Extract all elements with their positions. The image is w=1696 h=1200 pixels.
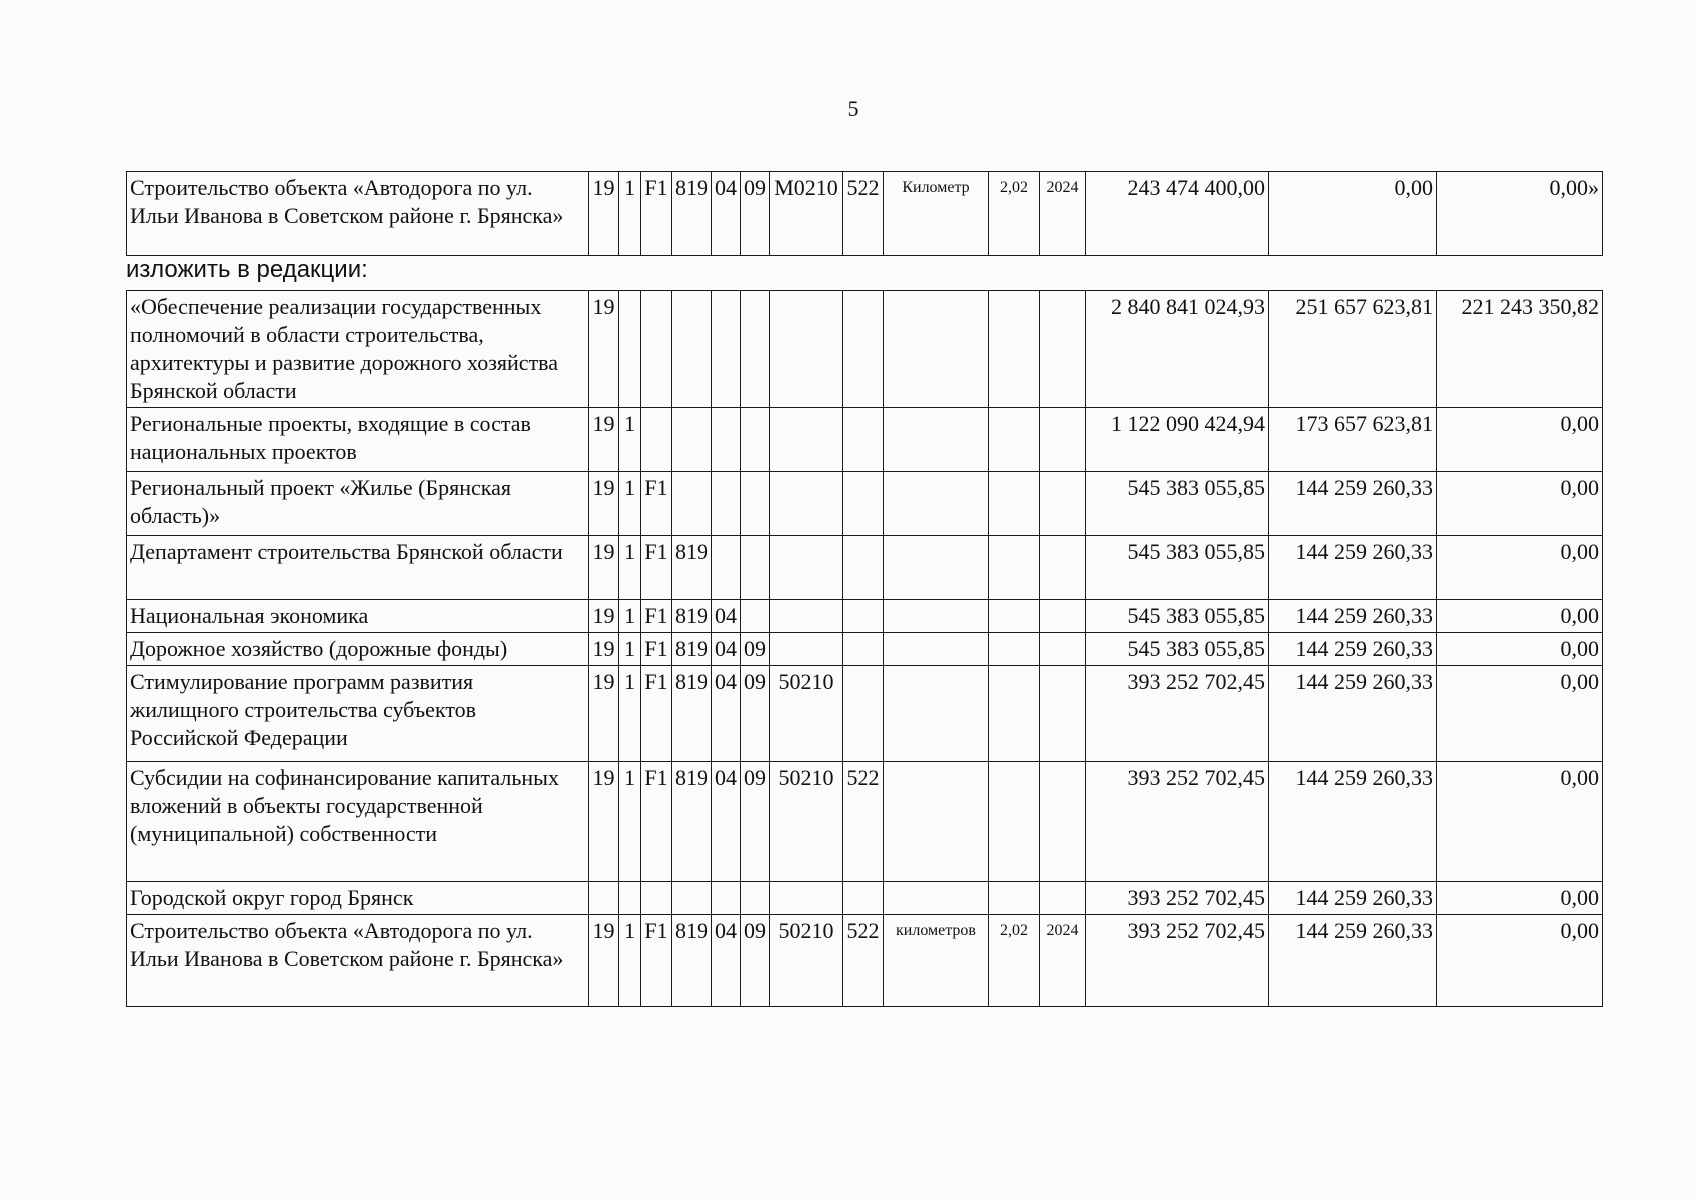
sum-year-1: 545 383 055,85 — [1086, 536, 1269, 600]
code-project: F1 — [641, 172, 672, 256]
sum-year-2: 144 259 260,33 — [1269, 536, 1437, 600]
code-direction — [770, 633, 843, 666]
code-section — [712, 472, 741, 536]
sum-year-3: 0,00 — [1437, 536, 1603, 600]
table-row — [127, 600, 1603, 633]
code-project: F1 — [641, 536, 672, 600]
sum-year-1: 545 383 055,85 — [1086, 633, 1269, 666]
sum-year-1: 1 122 090 424,94 — [1086, 408, 1269, 472]
code-subsection — [741, 882, 770, 915]
sum-year-3: 0,00 — [1437, 762, 1603, 882]
code-pgp: 1 — [619, 408, 641, 472]
year — [1040, 600, 1086, 633]
code-grbs: 819 — [672, 633, 712, 666]
sum-year-3: 0,00 — [1437, 915, 1603, 1007]
code-subsection — [741, 600, 770, 633]
table-row — [127, 915, 1603, 1007]
sum-year-2: 0,00 — [1269, 172, 1437, 256]
sum-year-1: 545 383 055,85 — [1086, 600, 1269, 633]
sum-year-1: 545 383 055,85 — [1086, 472, 1269, 536]
code-expense-type: 522 — [843, 762, 884, 882]
table-row — [127, 536, 1603, 600]
code-grbs: 819 — [672, 762, 712, 882]
code-section: 04 — [712, 915, 741, 1007]
year — [1040, 882, 1086, 915]
capacity — [989, 633, 1040, 666]
year — [1040, 762, 1086, 882]
sum-year-3: 0,00» — [1437, 172, 1603, 256]
code-expense-type — [843, 408, 884, 472]
unit: километров — [884, 915, 989, 1007]
table-row — [127, 762, 1603, 882]
year — [1040, 666, 1086, 762]
sum-year-1: 243 474 400,00 — [1086, 172, 1269, 256]
code-project: F1 — [641, 633, 672, 666]
sum-year-2: 144 259 260,33 — [1269, 666, 1437, 762]
capacity — [989, 762, 1040, 882]
row-name: Городской округ город Брянск — [127, 882, 589, 915]
sum-year-2: 144 259 260,33 — [1269, 882, 1437, 915]
code-subsection — [741, 536, 770, 600]
unit — [884, 762, 989, 882]
code-pgp: 1 — [619, 536, 641, 600]
code-subsection: 09 — [741, 666, 770, 762]
code-pgp: 1 — [619, 666, 641, 762]
code-project — [641, 882, 672, 915]
old-version-table — [126, 171, 1603, 256]
code-expense-type: 522 — [843, 172, 884, 256]
row-name: Стимулирование программ развития жилищного строительства субъектов Российской Федерации — [127, 666, 589, 762]
code-gp: 19 — [589, 536, 619, 600]
row-name: Субсидии на софинансирование капитальных вложений в объекты государственной (муниципальной) собственности — [127, 762, 589, 882]
code-subsection: 09 — [741, 915, 770, 1007]
code-gp: 19 — [589, 408, 619, 472]
code-direction — [770, 472, 843, 536]
sum-year-3: 0,00 — [1437, 666, 1603, 762]
code-project: F1 — [641, 600, 672, 633]
code-direction — [770, 536, 843, 600]
new-version-table — [126, 290, 1603, 1007]
unit — [884, 472, 989, 536]
sum-year-1: 393 252 702,45 — [1086, 882, 1269, 915]
sum-year-1: 393 252 702,45 — [1086, 666, 1269, 762]
code-project: F1 — [641, 666, 672, 762]
row-name: «Обеспечение реализации государственных полномочий в области строительства, архитектуры и развитие дорожного хозяйства Брянской области — [127, 291, 589, 408]
code-gp: 19 — [589, 172, 619, 256]
unit — [884, 633, 989, 666]
code-direction: 50210 — [770, 762, 843, 882]
code-pgp: 1 — [619, 472, 641, 536]
capacity — [989, 472, 1040, 536]
code-gp: 19 — [589, 666, 619, 762]
code-subsection — [741, 291, 770, 408]
code-pgp — [619, 291, 641, 408]
sum-year-3: 0,00 — [1437, 600, 1603, 633]
capacity: 2,02 — [989, 915, 1040, 1007]
code-pgp: 1 — [619, 762, 641, 882]
row-name: Строительство объекта «Автодорога по ул. Ильи Иванова в Советском районе г. Брянска» — [127, 915, 589, 1007]
code-section — [712, 882, 741, 915]
code-grbs: 819 — [672, 172, 712, 256]
unit — [884, 600, 989, 633]
unit: Километр — [884, 172, 989, 256]
code-gp: 19 — [589, 600, 619, 633]
code-gp: 19 — [589, 291, 619, 408]
code-project — [641, 291, 672, 408]
code-project: F1 — [641, 915, 672, 1007]
code-grbs: 819 — [672, 915, 712, 1007]
year — [1040, 633, 1086, 666]
capacity: 2,02 — [989, 172, 1040, 256]
year: 2024 — [1040, 915, 1086, 1007]
year — [1040, 408, 1086, 472]
code-pgp: 1 — [619, 172, 641, 256]
code-expense-type — [843, 633, 884, 666]
code-gp: 19 — [589, 472, 619, 536]
year — [1040, 291, 1086, 408]
code-grbs — [672, 291, 712, 408]
year — [1040, 536, 1086, 600]
sum-year-3: 0,00 — [1437, 882, 1603, 915]
code-section — [712, 536, 741, 600]
sum-year-1: 2 840 841 024,93 — [1086, 291, 1269, 408]
code-pgp: 1 — [619, 915, 641, 1007]
row-name: Департамент строительства Брянской области — [127, 536, 589, 600]
row-name: Региональные проекты, входящие в состав национальных проектов — [127, 408, 589, 472]
table-row — [127, 291, 1603, 408]
code-pgp: 1 — [619, 633, 641, 666]
table-row — [127, 633, 1603, 666]
row-name: Национальная экономика — [127, 600, 589, 633]
code-expense-type — [843, 536, 884, 600]
unit — [884, 666, 989, 762]
row-name: Региональный проект «Жилье (Брянская область)» — [127, 472, 589, 536]
capacity — [989, 291, 1040, 408]
year — [1040, 472, 1086, 536]
sum-year-1: 393 252 702,45 — [1086, 915, 1269, 1007]
code-expense-type — [843, 882, 884, 915]
sum-year-2: 144 259 260,33 — [1269, 472, 1437, 536]
code-grbs — [672, 882, 712, 915]
sum-year-2: 144 259 260,33 — [1269, 633, 1437, 666]
code-section — [712, 408, 741, 472]
code-direction: 50210 — [770, 915, 843, 1007]
code-grbs: 819 — [672, 666, 712, 762]
code-expense-type: 522 — [843, 915, 884, 1007]
row-name: Строительство объекта «Автодорога по ул. Ильи Иванова в Советском районе г. Брянска» — [127, 172, 589, 256]
code-grbs — [672, 472, 712, 536]
capacity — [989, 408, 1040, 472]
capacity — [989, 882, 1040, 915]
table-row — [127, 408, 1603, 472]
code-subsection — [741, 408, 770, 472]
table-row — [127, 666, 1603, 762]
page-number: 5 — [847, 96, 859, 121]
row-name: Дорожное хозяйство (дорожные фонды) — [127, 633, 589, 666]
code-section — [712, 291, 741, 408]
sum-year-2: 144 259 260,33 — [1269, 915, 1437, 1007]
code-grbs: 819 — [672, 536, 712, 600]
unit — [884, 291, 989, 408]
code-grbs — [672, 408, 712, 472]
table-row — [127, 882, 1603, 915]
code-subsection — [741, 472, 770, 536]
code-project: F1 — [641, 762, 672, 882]
capacity — [989, 666, 1040, 762]
capacity — [989, 600, 1040, 633]
code-expense-type — [843, 472, 884, 536]
sum-year-3: 0,00 — [1437, 633, 1603, 666]
code-gp: 19 — [589, 633, 619, 666]
sum-year-1: 393 252 702,45 — [1086, 762, 1269, 882]
sum-year-3: 0,00 — [1437, 472, 1603, 536]
sum-year-3: 221 243 350,82 — [1437, 291, 1603, 408]
code-expense-type — [843, 600, 884, 633]
code-grbs: 819 — [672, 600, 712, 633]
sum-year-2: 173 657 623,81 — [1269, 408, 1437, 472]
code-direction — [770, 600, 843, 633]
code-section: 04 — [712, 600, 741, 633]
code-project — [641, 408, 672, 472]
code-gp: 19 — [589, 762, 619, 882]
code-project: F1 — [641, 472, 672, 536]
code-direction: 50210 — [770, 666, 843, 762]
unit — [884, 408, 989, 472]
table-row — [127, 472, 1603, 536]
code-expense-type — [843, 291, 884, 408]
code-direction: М0210 — [770, 172, 843, 256]
code-direction — [770, 408, 843, 472]
code-direction — [770, 882, 843, 915]
code-section: 04 — [712, 666, 741, 762]
code-section: 04 — [712, 172, 741, 256]
sum-year-2: 144 259 260,33 — [1269, 762, 1437, 882]
code-direction — [770, 291, 843, 408]
sum-year-2: 144 259 260,33 — [1269, 600, 1437, 633]
code-section: 04 — [712, 633, 741, 666]
code-subsection: 09 — [741, 633, 770, 666]
sum-year-3: 0,00 — [1437, 408, 1603, 472]
year: 2024 — [1040, 172, 1086, 256]
unit — [884, 882, 989, 915]
code-pgp: 1 — [619, 600, 641, 633]
table-row — [127, 172, 1603, 256]
code-pgp — [619, 882, 641, 915]
code-gp: 19 — [589, 915, 619, 1007]
code-section: 04 — [712, 762, 741, 882]
code-subsection: 09 — [741, 762, 770, 882]
unit — [884, 536, 989, 600]
capacity — [989, 536, 1040, 600]
sum-year-2: 251 657 623,81 — [1269, 291, 1437, 408]
code-expense-type — [843, 666, 884, 762]
edit-caption: изложить в редакции: — [126, 256, 368, 283]
code-subsection: 09 — [741, 172, 770, 256]
code-gp — [589, 882, 619, 915]
